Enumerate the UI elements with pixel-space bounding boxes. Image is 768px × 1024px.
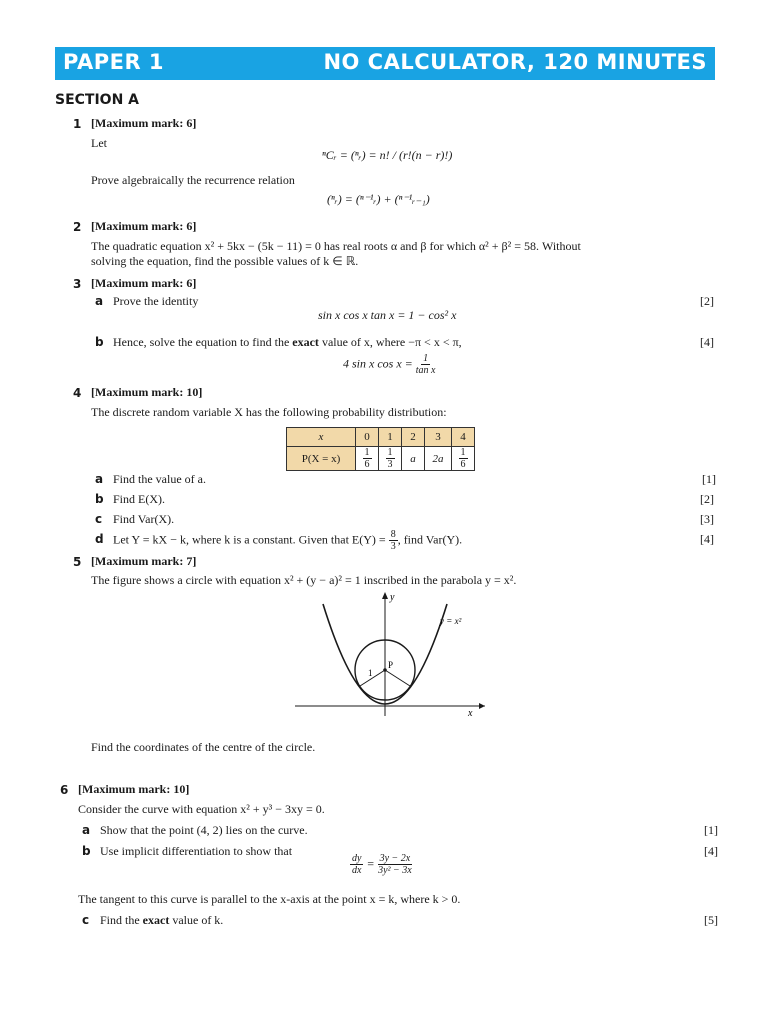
q4-number: 4 — [73, 386, 82, 400]
table-cell: P(X = x) — [287, 447, 356, 471]
q6b-label: b — [82, 844, 91, 858]
q3-number: 3 — [73, 277, 82, 291]
section-heading: SECTION A — [55, 92, 140, 108]
table-cell: 1 — [379, 428, 402, 447]
q6a-text: Show that the point (4, 2) lies on the curve. — [100, 823, 308, 837]
q4-max-mark: [Maximum mark: 10] — [91, 385, 203, 399]
radius-left — [360, 670, 385, 686]
table-cell: 3 — [425, 428, 452, 447]
q4c-label: c — [95, 512, 103, 526]
q4d-label: d — [95, 532, 104, 546]
q6c-text: Find the exact value of k. — [100, 913, 224, 927]
paper-banner — [55, 47, 715, 80]
q1-formula: ⁿCᵣ = (ⁿᵣ) = n! / (r!(n − r)!) — [322, 148, 453, 162]
q6-intro: Consider the curve with equation x² + y³ − 3xy = 0. — [78, 802, 325, 816]
table-row — [287, 447, 475, 471]
q3a-mark: [2] — [700, 294, 714, 308]
y-axis-label: y — [390, 592, 395, 603]
q4a-label: a — [95, 472, 104, 486]
q1-max-mark: [Maximum mark: 6] — [91, 116, 197, 130]
y-axis-arrow — [382, 592, 388, 599]
table-cell: 4 — [452, 428, 475, 447]
q3b-label: b — [95, 335, 104, 349]
q4c-text: Find Var(X). — [113, 512, 175, 526]
q4c-mark: [3] — [700, 512, 714, 526]
table-cell: 2 — [402, 428, 425, 447]
paper-conditions: NO CALCULATOR, 120 MINUTES — [323, 50, 707, 74]
q3-max-mark: [Maximum mark: 6] — [91, 276, 197, 290]
q6c-label: c — [82, 913, 90, 927]
q6c-mark: [5] — [704, 913, 718, 927]
x-axis-arrow — [479, 703, 485, 709]
q5-question: Find the coordinates of the centre of the circle. — [91, 740, 316, 754]
q1-let: Let — [91, 136, 107, 150]
q6-max-mark: [Maximum mark: 10] — [78, 782, 190, 796]
q4b-mark: [2] — [700, 492, 714, 506]
q4d-mark: [4] — [700, 532, 714, 546]
q5-max-mark: [Maximum mark: 7] — [91, 554, 197, 568]
q3b-text: Hence, solve the equation to find the exact value of x, where −π < x < π, — [113, 335, 462, 349]
q3b-mark: [4] — [700, 335, 714, 349]
paper-title: PAPER 1 — [63, 50, 165, 74]
table-cell: $\frac{1}{6}$ — [356, 447, 379, 471]
q2-max-mark: [Maximum mark: 6] — [91, 219, 197, 233]
q6b-derivative: $\frac{dy}{dx}$ = $\frac{3y - 2x}{\text{3y² − 3x}}$ — [352, 853, 412, 876]
curve-label: y = x² — [440, 616, 462, 626]
q6a-label: a — [82, 823, 91, 837]
q2-line2: solving the equation, find the possible values of k ∈ ℝ. — [91, 254, 359, 268]
q6b-mark: [4] — [704, 844, 718, 858]
probability-table — [286, 427, 475, 471]
radius-right — [385, 670, 410, 686]
q4b-label: b — [95, 492, 104, 506]
q4d-text: Let Y = kX − k, where k is a constant. Given that E(Y) = $\frac{8}{3}$ , find Var(Y). — [113, 529, 463, 552]
table-row — [287, 428, 475, 447]
q2-number: 2 — [73, 220, 82, 234]
q2-line1: The quadratic equation x² + 5kx − (5k − 11) = 0 has real roots α and β for which α² + β² = 58. Without — [91, 239, 581, 253]
q4a-mark: [1] — [702, 472, 716, 486]
table-cell: x — [287, 428, 356, 447]
q6-number: 6 — [60, 783, 69, 797]
q1-number: 1 — [73, 117, 82, 131]
q3a-label: a — [95, 294, 104, 308]
radius-label: 1 — [368, 668, 373, 678]
q5-number: 5 — [73, 555, 82, 569]
q3a-formula: sin x cos x tan x = 1 − cos² x — [318, 308, 457, 322]
parabola-circle-figure — [290, 588, 490, 718]
q6b-text: Use implicit differentiation to show that — [100, 844, 293, 858]
q4a-text: Find the value of a. — [113, 472, 206, 486]
table-cell: a — [402, 447, 425, 471]
table-cell: $\frac{1}{6}$ — [452, 447, 475, 471]
q4-intro: The discrete random variable X has the following probability distribution: — [91, 405, 447, 419]
q1-prove-text: Prove algebraically the recurrence relation — [91, 173, 295, 187]
q1-relation: (ⁿᵣ) = (ⁿ⁻¹ᵣ) + (ⁿ⁻¹ᵣ₋₁) — [327, 192, 430, 206]
q6a-mark: [1] — [704, 823, 718, 837]
q6-tangent-text: The tangent to this curve is parallel to the x-axis at the point x = k, where k > 0. — [78, 892, 461, 906]
centre-label: P — [388, 660, 394, 670]
q5-intro: The figure shows a circle with equation x² + (y − a)² = 1 inscribed in the parabola y = x². — [91, 573, 517, 587]
x-axis-label: x — [468, 708, 473, 718]
q4b-text: Find E(X). — [113, 492, 165, 506]
table-cell: 2a — [425, 447, 452, 471]
q3b-formula: 4 sin x cos x = $\frac{1}{\text{tan x}}$ — [343, 353, 436, 376]
q3a-text: Prove the identity — [113, 294, 199, 308]
table-cell: $\frac{1}{3}$ — [379, 447, 402, 471]
table-cell: 0 — [356, 428, 379, 447]
